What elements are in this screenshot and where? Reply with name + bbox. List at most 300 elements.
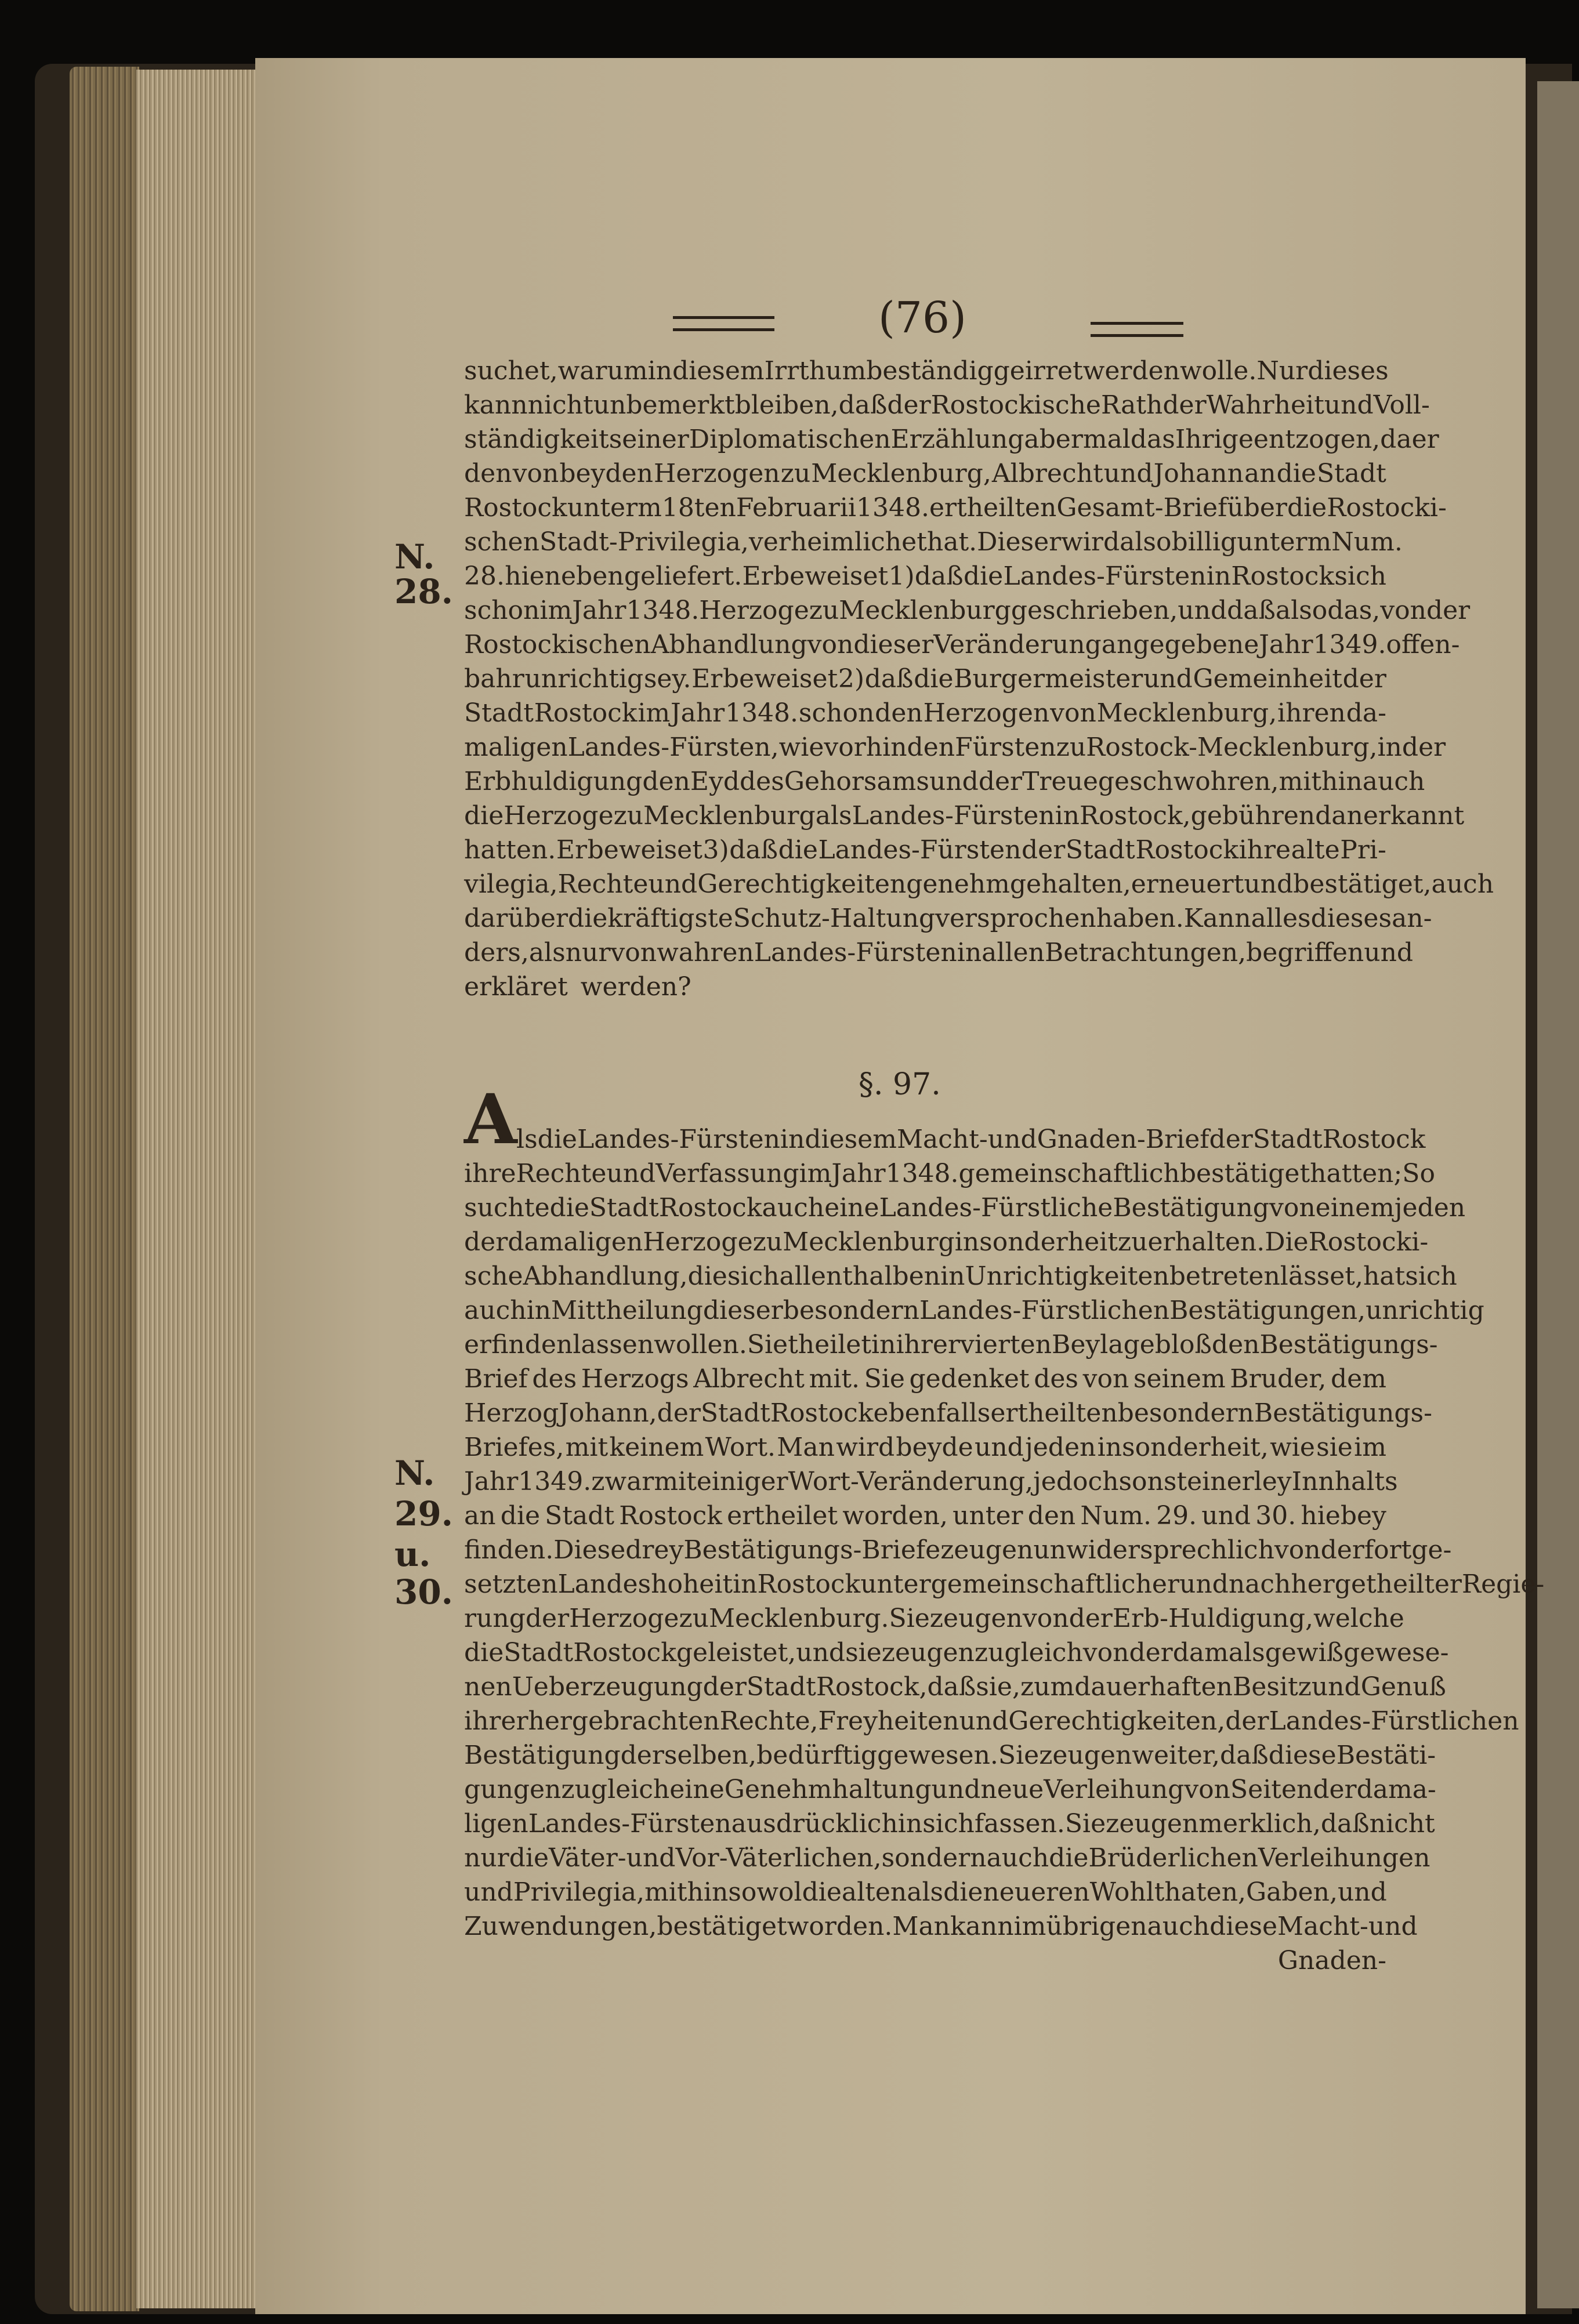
- word: von: [1050, 698, 1096, 728]
- word: Betrachtungen,: [1044, 938, 1247, 967]
- word: Mecklenburg: [839, 596, 1011, 625]
- word: daß: [1320, 1809, 1370, 1839]
- word: und: [1179, 1569, 1229, 1599]
- word: die: [500, 1501, 541, 1531]
- word: Fürsten: [955, 733, 1056, 762]
- word: des: [532, 1364, 577, 1394]
- text-line: [464, 388, 1430, 423]
- word: damaligen: [508, 1227, 643, 1257]
- text-line: [464, 1156, 1435, 1191]
- word: Jahr: [831, 1159, 886, 1188]
- word: der: [1225, 1706, 1269, 1736]
- word: im: [1354, 1433, 1386, 1462]
- word: und: [929, 767, 979, 796]
- word: dieses: [1308, 356, 1389, 386]
- word: dieser: [702, 1296, 783, 1325]
- word: der: [1209, 1125, 1253, 1154]
- word: in: [1055, 801, 1080, 831]
- word: die: [1276, 459, 1316, 488]
- text-line: [464, 970, 1386, 1005]
- word: und: [1201, 1501, 1251, 1531]
- word: Herzoge: [504, 801, 614, 831]
- text-line: [464, 936, 1414, 970]
- word: und: [1311, 1672, 1361, 1702]
- word: besondern: [783, 1296, 919, 1325]
- word: in: [733, 1569, 758, 1599]
- word: Pri-: [1340, 835, 1386, 865]
- word: und: [648, 869, 698, 899]
- word: in: [897, 1809, 923, 1839]
- word: Rostockische: [930, 390, 1101, 420]
- word: 1349.: [1313, 630, 1386, 659]
- word: die: [568, 904, 608, 933]
- word: zeugen: [1039, 1741, 1132, 1770]
- word: hat: [1363, 1261, 1406, 1291]
- word: Num.: [1080, 1501, 1151, 1531]
- word: Rechte,: [719, 1706, 819, 1736]
- word: bestätiget: [657, 1912, 787, 1941]
- word: beyde: [896, 1433, 973, 1462]
- word: dieses: [1310, 904, 1392, 933]
- word: schon: [464, 596, 540, 625]
- word: erhalten.: [1147, 1227, 1265, 1257]
- word: hat.: [926, 527, 977, 557]
- word: der: [1069, 1604, 1113, 1633]
- word: worden.: [787, 1912, 893, 1941]
- word: geschwohren,: [1098, 767, 1279, 796]
- word: die: [802, 1877, 842, 1907]
- word: Mecklenburg,: [811, 459, 991, 488]
- word: 1348.: [856, 493, 929, 523]
- word: ligen: [464, 1809, 528, 1839]
- word: Veränderung: [933, 630, 1102, 659]
- word: der: [1129, 1638, 1173, 1667]
- word: So: [1402, 1159, 1435, 1188]
- word: Mittheilung: [551, 1296, 703, 1325]
- word: Sie: [1064, 1809, 1106, 1839]
- word: sowol: [728, 1877, 802, 1907]
- word: als: [907, 1877, 944, 1907]
- word: Gaben,: [1246, 1877, 1338, 1907]
- word: hatten;: [1310, 1159, 1403, 1188]
- word: den: [464, 459, 512, 488]
- word: der: [1320, 1535, 1364, 1565]
- word: und: [1103, 459, 1153, 488]
- word: und: [931, 1775, 981, 1804]
- word: einerley: [1187, 1467, 1292, 1496]
- word: beständig: [866, 356, 994, 386]
- word: wird: [1061, 527, 1120, 557]
- word: der: [1401, 733, 1446, 762]
- word: auch: [1431, 869, 1494, 899]
- word: Innhalts: [1291, 1467, 1398, 1496]
- word: an-: [1392, 904, 1432, 933]
- word: den: [1027, 1501, 1076, 1531]
- word: sich: [727, 1261, 780, 1291]
- word: wie: [778, 733, 824, 762]
- word: in: [780, 1125, 805, 1154]
- word: von: [1380, 596, 1426, 625]
- word: Burgermeister: [954, 664, 1143, 694]
- word: und: [796, 1638, 846, 1667]
- word: gemeinschaftlicher: [930, 1569, 1179, 1599]
- word: und: [626, 1843, 676, 1873]
- word: die: [963, 561, 1004, 591]
- word: des: [1034, 1364, 1079, 1394]
- word: und: [1337, 1877, 1387, 1907]
- word: Ueberzeugung: [512, 1672, 703, 1702]
- text-line: [464, 764, 1425, 799]
- word: Wohlthaten,: [1089, 1877, 1247, 1907]
- text-line: [464, 628, 1460, 662]
- word: bestätiget,: [1293, 869, 1432, 899]
- word: Erb-Huldigung,: [1112, 1604, 1314, 1633]
- word: Die: [1265, 1227, 1309, 1257]
- word: und: [1364, 938, 1414, 967]
- word: setzten: [464, 1569, 558, 1599]
- text-line: [464, 1396, 1432, 1431]
- word: von: [1184, 1775, 1231, 1804]
- word: Landes-Fürsten,: [567, 733, 779, 762]
- word: sondern: [881, 1843, 987, 1873]
- word: mithin: [1279, 767, 1363, 796]
- word: erfinden: [464, 1330, 573, 1359]
- word: Stadt: [1065, 835, 1135, 865]
- word: 1348.: [626, 596, 700, 625]
- word: ausdrücklich: [731, 1809, 898, 1839]
- word: welche: [1313, 1604, 1404, 1633]
- margin-note: 30.: [394, 1572, 453, 1612]
- word: besondern: [1117, 1398, 1254, 1428]
- text-line: [464, 1464, 1398, 1499]
- word: Verfassung: [655, 1159, 799, 1188]
- word: Erbhuldigung: [464, 767, 643, 796]
- word: 1): [888, 561, 915, 591]
- word: Er: [691, 664, 723, 694]
- word: Sie: [864, 1364, 905, 1394]
- word: Stadt: [545, 1501, 615, 1531]
- text-line: [464, 1944, 1386, 1978]
- word: unter: [953, 1501, 1023, 1531]
- word: Gnaden-: [1277, 1946, 1386, 1975]
- word: lassen: [573, 1330, 654, 1359]
- word: genehmgehalten,: [906, 869, 1131, 899]
- word: nicht: [1369, 1809, 1435, 1839]
- word: an: [1244, 459, 1276, 488]
- word: des: [740, 767, 784, 796]
- word: also: [1120, 527, 1172, 557]
- word: Bestätigungs-: [1259, 1330, 1438, 1359]
- text-line: [464, 1704, 1519, 1739]
- word: wird: [836, 1433, 895, 1462]
- page-edges: [136, 70, 258, 2308]
- word: zugleich: [561, 1775, 670, 1804]
- word: nur: [565, 938, 611, 967]
- word: Brief: [464, 1364, 528, 1394]
- word: Stadt: [589, 1193, 659, 1223]
- word: unrichtig: [524, 664, 644, 694]
- word: 1349.: [518, 1467, 592, 1496]
- word: erkläret: [464, 972, 568, 1002]
- word: Abhandlung: [650, 630, 807, 659]
- text-line: [516, 1122, 1426, 1157]
- word: Landes-Fürsten: [577, 1125, 780, 1154]
- word: den: [642, 767, 690, 796]
- word: werden?: [580, 972, 691, 1002]
- word: fassen.: [974, 1809, 1065, 1839]
- text-line: [464, 1259, 1457, 1294]
- word: der: [525, 1604, 570, 1633]
- word: 1348.: [725, 698, 799, 728]
- word: Herzogen: [653, 459, 780, 488]
- word: wollen.: [654, 1330, 747, 1359]
- word: zeugen: [929, 1604, 1023, 1633]
- word: darüber: [464, 904, 568, 933]
- word: in: [647, 356, 673, 386]
- word: verheimlichet: [748, 527, 927, 557]
- word: theilet: [788, 1330, 872, 1359]
- word: zu: [1117, 1227, 1148, 1257]
- word: Bestätigung: [1113, 1193, 1269, 1223]
- word: allen: [982, 938, 1045, 967]
- word: wie: [1270, 1433, 1315, 1462]
- word: Nur: [1256, 356, 1308, 386]
- word: Jahr: [572, 596, 626, 625]
- word: von: [512, 459, 559, 488]
- word: Er: [556, 835, 588, 865]
- text-line: [464, 1533, 1452, 1568]
- word: Stadt: [746, 1672, 816, 1702]
- word: von: [1269, 1193, 1316, 1223]
- margin-note: 28.: [394, 572, 453, 611]
- word: zeugen: [881, 1638, 975, 1667]
- word: merklich,: [1198, 1809, 1321, 1839]
- word: Rostock-Mecklenburg,: [1086, 733, 1378, 762]
- word: Voll-: [1373, 390, 1430, 420]
- word: damals: [1172, 1638, 1265, 1667]
- word: unbemerkt: [593, 390, 735, 420]
- word: daß: [838, 390, 888, 420]
- word: Gesamt-Brief: [1056, 493, 1227, 523]
- margin-note: 29.: [394, 1494, 453, 1533]
- word: Jahr: [1259, 630, 1313, 659]
- word: sey.: [643, 664, 691, 694]
- word: maligen: [464, 733, 568, 762]
- text-line: [464, 867, 1494, 902]
- margin-note: N.: [394, 1453, 435, 1493]
- word: die: [537, 1125, 577, 1154]
- word: Briefes,: [464, 1433, 564, 1462]
- word: geliefert.: [624, 561, 743, 591]
- text-line: [464, 1670, 1446, 1705]
- word: ders,: [464, 938, 529, 967]
- word: die: [1049, 1843, 1089, 1873]
- text-line: [464, 456, 1386, 491]
- word: Erzählung: [890, 425, 1024, 454]
- word: Seiten: [1230, 1775, 1313, 1804]
- word: sche: [464, 1261, 523, 1291]
- word: zwar: [591, 1467, 654, 1496]
- word: Landes-Fürsten: [1003, 561, 1207, 591]
- word: bedürftig: [756, 1741, 878, 1770]
- word: das,: [1327, 596, 1381, 625]
- text-line: [464, 1191, 1466, 1226]
- word: der: [1022, 835, 1066, 865]
- word: Herzogs: [581, 1364, 689, 1394]
- word: schon: [798, 698, 875, 728]
- word: Stadt: [700, 1398, 770, 1428]
- word: sich: [1334, 561, 1386, 591]
- word: worden,: [842, 1501, 948, 1531]
- word: Februarii: [736, 493, 856, 523]
- word: mit.: [809, 1364, 860, 1394]
- word: die: [687, 1261, 727, 1291]
- word: Gerechtigkeiten,: [1008, 1706, 1226, 1736]
- word: zu: [679, 1604, 709, 1633]
- word: unrichtig: [1366, 1296, 1484, 1325]
- word: unterm: [1237, 527, 1332, 557]
- word: kann: [464, 390, 528, 420]
- word: Bestätigungen,: [1169, 1296, 1366, 1325]
- word: in: [940, 1261, 965, 1291]
- text-line: [464, 1567, 1545, 1602]
- word: Privilegia,: [513, 1877, 645, 1907]
- word: mit: [565, 1433, 609, 1462]
- word: zu: [809, 596, 839, 625]
- margin-note: N.: [394, 537, 435, 577]
- word: derselben,: [620, 1741, 757, 1770]
- word: Wort.: [705, 1433, 776, 1462]
- word: Genuß: [1360, 1672, 1446, 1702]
- word: Albrecht: [693, 1364, 805, 1394]
- word: also: [1275, 596, 1328, 625]
- word: in: [871, 1330, 896, 1359]
- word: beweiset: [773, 561, 889, 591]
- word: die: [1287, 493, 1327, 523]
- word: sich: [1405, 1261, 1457, 1291]
- word: in: [1206, 561, 1232, 591]
- word: gewiß: [1265, 1638, 1344, 1667]
- word: jeden: [1394, 1193, 1466, 1223]
- word: im: [1013, 1912, 1046, 1941]
- word: Mecklenburg,: [1096, 698, 1277, 728]
- word: Rostock,: [1080, 801, 1191, 831]
- word: Gehorsams: [784, 767, 929, 796]
- word: neue: [980, 1775, 1044, 1804]
- word: Dieser: [977, 527, 1062, 557]
- header-rule-right: [1091, 322, 1183, 337]
- word: Num.: [1331, 527, 1403, 557]
- word: Bestätigung: [464, 1741, 621, 1770]
- word: Abhandlung,: [523, 1261, 688, 1291]
- word: der: [657, 1398, 701, 1428]
- word: vilegia,: [464, 869, 558, 899]
- word: das: [1130, 425, 1175, 454]
- word: zu: [752, 1227, 783, 1257]
- word: im: [638, 698, 671, 728]
- word: ebenfalls: [873, 1398, 991, 1428]
- word: Johann,: [559, 1398, 657, 1428]
- word: billig: [1171, 527, 1237, 557]
- word: ihre: [1238, 835, 1291, 865]
- word: alte: [1291, 835, 1340, 865]
- word: ihrer: [464, 1706, 528, 1736]
- word: der: [464, 1227, 508, 1257]
- word: warum: [557, 356, 648, 386]
- word: Rostock: [1135, 835, 1239, 865]
- word: auch: [762, 1193, 825, 1223]
- word: fortge-: [1364, 1535, 1452, 1565]
- word: Jahr: [464, 1467, 519, 1496]
- word: ihre: [464, 1159, 516, 1188]
- word: sich: [922, 1809, 975, 1839]
- word: in: [526, 1296, 551, 1325]
- word: hergebrachten: [528, 1706, 720, 1736]
- word: Landes-Fürsten: [528, 1809, 731, 1839]
- word: Kann: [1183, 904, 1251, 933]
- word: ertheilten: [929, 493, 1057, 523]
- word: 2): [838, 664, 865, 694]
- word: und: [464, 1877, 513, 1907]
- word: sie: [845, 1638, 882, 1667]
- text-line: [464, 1225, 1429, 1260]
- word: Zuwendungen,: [464, 1912, 657, 1941]
- word: bahr: [464, 664, 524, 694]
- word: Rostock: [619, 1501, 722, 1531]
- word: der: [1162, 390, 1207, 420]
- word: Gerechtigkeiten: [697, 869, 907, 899]
- word: auch: [986, 1843, 1049, 1873]
- word: Er: [742, 561, 773, 591]
- facing-page-edge: [1537, 81, 1579, 2308]
- word: jedoch: [1033, 1467, 1119, 1496]
- word: vierten: [959, 1330, 1052, 1359]
- word: wahren: [657, 938, 754, 967]
- word: Sie: [889, 1604, 930, 1633]
- word: Rostock: [770, 1398, 874, 1428]
- word: auch: [1362, 767, 1425, 796]
- word: abermal: [1024, 425, 1131, 454]
- word: Landes-Fürstlichen: [919, 1296, 1170, 1325]
- word: betreten: [1169, 1261, 1280, 1291]
- word: beweiset: [587, 835, 702, 865]
- word: und: [1244, 869, 1294, 899]
- word: und: [1368, 1912, 1418, 1941]
- word: 29.: [1156, 1501, 1197, 1531]
- word: einiger: [696, 1467, 788, 1496]
- word: nachher: [1228, 1569, 1335, 1599]
- word: und: [1178, 596, 1227, 625]
- text-line: [464, 1636, 1449, 1670]
- word: geschrieben,: [1011, 596, 1178, 625]
- initial-letter: A: [464, 1079, 517, 1159]
- word: übrigen: [1046, 1912, 1147, 1941]
- word: diesem: [672, 356, 765, 386]
- word: haben.: [1096, 904, 1184, 933]
- word: Irrthum: [764, 356, 867, 386]
- word: gewese-: [1343, 1638, 1449, 1667]
- word: Rostock: [757, 1569, 861, 1599]
- word: dem: [1330, 1364, 1386, 1394]
- word: Landeshoheit: [557, 1569, 733, 1599]
- text-line: [464, 559, 1386, 594]
- word: bestätiget: [1179, 1159, 1310, 1188]
- word: Stadt: [1316, 459, 1386, 488]
- word: alles: [1251, 904, 1311, 933]
- word: beweiset: [722, 664, 838, 694]
- word: sie: [1316, 1433, 1353, 1462]
- word: 18ten: [661, 493, 736, 523]
